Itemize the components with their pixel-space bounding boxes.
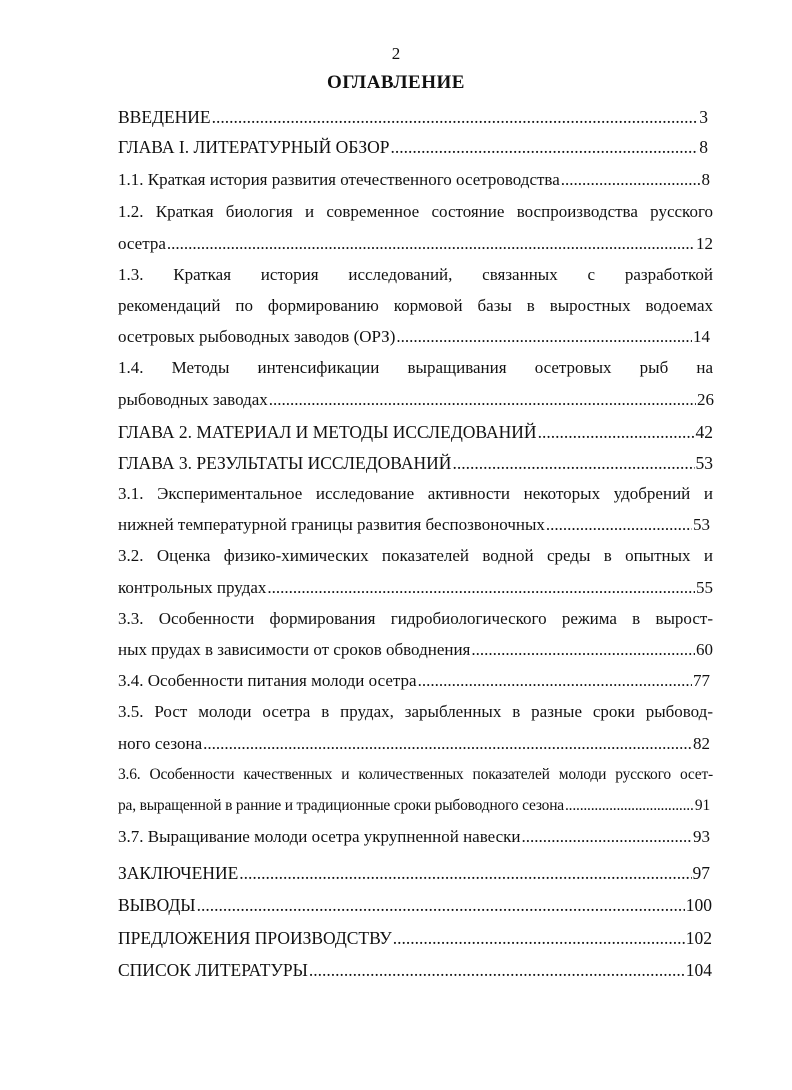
toc-entry-3-1[interactable] bbox=[118, 514, 710, 536]
dot-leader bbox=[309, 959, 685, 981]
dot-leader bbox=[267, 577, 695, 599]
toc-page-number: 100 bbox=[685, 895, 712, 915]
toc-entry-3-3[interactable] bbox=[118, 639, 713, 661]
toc-page-number: 42 bbox=[695, 422, 713, 442]
toc-entry-1-2[interactable] bbox=[118, 233, 713, 255]
dot-leader bbox=[561, 169, 701, 191]
toc-page-number: 82 bbox=[693, 734, 710, 753]
dot-leader bbox=[538, 421, 695, 443]
toc-page-number: 104 bbox=[685, 960, 712, 980]
toc-page-number: 12 bbox=[696, 234, 713, 253]
toc-page-number: 102 bbox=[685, 928, 712, 948]
toc-entry-findings[interactable] bbox=[118, 894, 712, 916]
toc-page-number: 60 bbox=[696, 640, 713, 659]
dot-leader bbox=[269, 389, 696, 411]
toc-entry-title: 3.7. Выращивание молоди осетра укрупненной навески bbox=[118, 827, 521, 846]
toc-entry-title: нижней температурной границы развития беспозвоночных bbox=[118, 515, 545, 534]
toc-entry-1-3-line2: рекомендаций по формированию кормовой базы в выростных водоемах bbox=[118, 296, 713, 315]
toc-entry-3-6[interactable] bbox=[118, 795, 710, 817]
dot-leader bbox=[522, 826, 692, 848]
toc-entry-chapter-2[interactable] bbox=[118, 421, 713, 443]
dot-leader bbox=[203, 733, 692, 755]
dot-leader bbox=[452, 452, 694, 474]
dot-leader bbox=[197, 894, 685, 916]
toc-entry-title: ПРЕДЛОЖЕНИЯ ПРОИЗВОДСТВУ bbox=[118, 928, 392, 948]
toc-entry-title: ра, выращенной в ранние и традиционные сроки рыбоводного сезона bbox=[118, 797, 564, 814]
toc-entry-title: контрольных прудах bbox=[118, 578, 267, 597]
toc-entry-3-1-line1: 3.1. Экспериментальное исследование активности некоторых удобрений и bbox=[118, 484, 713, 503]
toc-entry-3-3-line1: 3.3. Особенности формирования гидробиологического режима в вырост- bbox=[118, 609, 713, 628]
toc-entry-title: ВВЕДЕНИЕ bbox=[118, 107, 211, 127]
toc-entry-3-2-line1: 3.2. Оценка физико-химических показателей водной среды в опытных и bbox=[118, 546, 713, 565]
toc-entry-title: ВЫВОДЫ bbox=[118, 895, 196, 915]
toc-page-number: 8 bbox=[701, 170, 710, 189]
toc-entry-1-3[interactable] bbox=[118, 326, 710, 348]
toc-page-number: 93 bbox=[693, 827, 710, 846]
toc-page-number: 53 bbox=[695, 453, 713, 473]
toc-page-number: 8 bbox=[699, 137, 708, 157]
toc-entry-intro[interactable] bbox=[118, 106, 708, 128]
toc-entry-3-6-line1: 3.6. Особенности качественных и количественных показателей молоди русского осет- bbox=[118, 766, 713, 783]
toc-entry-title: ных прудах в зависимости от сроков обводнения bbox=[118, 640, 471, 659]
toc-entry-title: ГЛАВА 3. РЕЗУЛЬТАТЫ ИССЛЕДОВАНИЙ bbox=[118, 453, 452, 473]
toc-entry-3-7[interactable] bbox=[118, 826, 710, 848]
toc-page-number: 55 bbox=[696, 578, 713, 597]
toc-entry-3-5-line1: 3.5. Рост молоди осетра в прудах, зарыбленных в разные сроки рыбовод- bbox=[118, 702, 713, 721]
toc-entry-references[interactable] bbox=[118, 959, 712, 981]
dot-leader bbox=[396, 326, 692, 348]
toc-entry-1-4[interactable] bbox=[118, 389, 714, 411]
dot-leader bbox=[418, 670, 692, 692]
toc-entry-3-5[interactable] bbox=[118, 733, 710, 755]
page-title: ОГЛАВЛЕНИЕ bbox=[327, 72, 465, 93]
toc-page-number: 77 bbox=[693, 671, 710, 690]
toc-entry-conclusion[interactable] bbox=[118, 862, 710, 884]
toc-entry-3-2[interactable] bbox=[118, 577, 713, 599]
toc-entry-1-1[interactable] bbox=[118, 169, 710, 191]
dot-leader bbox=[565, 795, 694, 817]
toc-page-number: 3 bbox=[699, 107, 708, 127]
toc-entry-title: 1.1. Краткая история развития отечественного осетроводства bbox=[118, 170, 560, 189]
toc-entry-proposals[interactable] bbox=[118, 927, 712, 949]
toc-entry-chapter-1[interactable] bbox=[118, 136, 708, 158]
toc-page-number: 26 bbox=[697, 390, 714, 409]
toc-entry-title: осетровых рыбоводных заводов (ОРЗ) bbox=[118, 327, 396, 346]
toc-entry-title: СПИСОК ЛИТЕРАТУРЫ bbox=[118, 960, 308, 980]
toc-entry-3-4[interactable] bbox=[118, 670, 710, 692]
toc-entry-1-2-line1: 1.2. Краткая биология и современное состояние воспроизводства русского bbox=[118, 202, 713, 221]
dot-leader bbox=[393, 927, 685, 949]
dot-leader bbox=[167, 233, 695, 255]
toc-entry-title: ного сезона bbox=[118, 734, 203, 753]
dot-leader bbox=[471, 639, 695, 661]
toc-page-number: 53 bbox=[693, 515, 710, 534]
dot-leader bbox=[546, 514, 692, 536]
dot-leader bbox=[391, 136, 699, 158]
toc-entry-title: ГЛАВА 2. МАТЕРИАЛ И МЕТОДЫ ИССЛЕДОВАНИЙ bbox=[118, 422, 537, 442]
toc-entry-title: осетра bbox=[118, 234, 166, 253]
toc-entry-1-4-line1: 1.4. Методы интенсификации выращивания осетровых рыб на bbox=[118, 358, 713, 377]
dot-leader bbox=[212, 106, 699, 128]
toc-entry-title: рыбоводных заводах bbox=[118, 390, 268, 409]
dot-leader bbox=[239, 862, 691, 884]
toc-entry-title: 3.4. Особенности питания молоди осетра bbox=[118, 671, 417, 690]
toc-entry-title: ЗАКЛЮЧЕНИЕ bbox=[118, 863, 239, 883]
toc-entry-1-3-line1: 1.3. Краткая история исследований, связанных с разработкой bbox=[118, 265, 713, 284]
toc-page-number: 91 bbox=[694, 797, 710, 814]
page-number: 2 bbox=[391, 44, 401, 63]
toc-page-number: 14 bbox=[693, 327, 710, 346]
toc-entry-title: ГЛАВА I. ЛИТЕРАТУРНЫЙ ОБЗОР bbox=[118, 137, 390, 157]
toc-entry-chapter-3[interactable] bbox=[118, 452, 713, 474]
toc-page-number: 97 bbox=[692, 863, 710, 883]
